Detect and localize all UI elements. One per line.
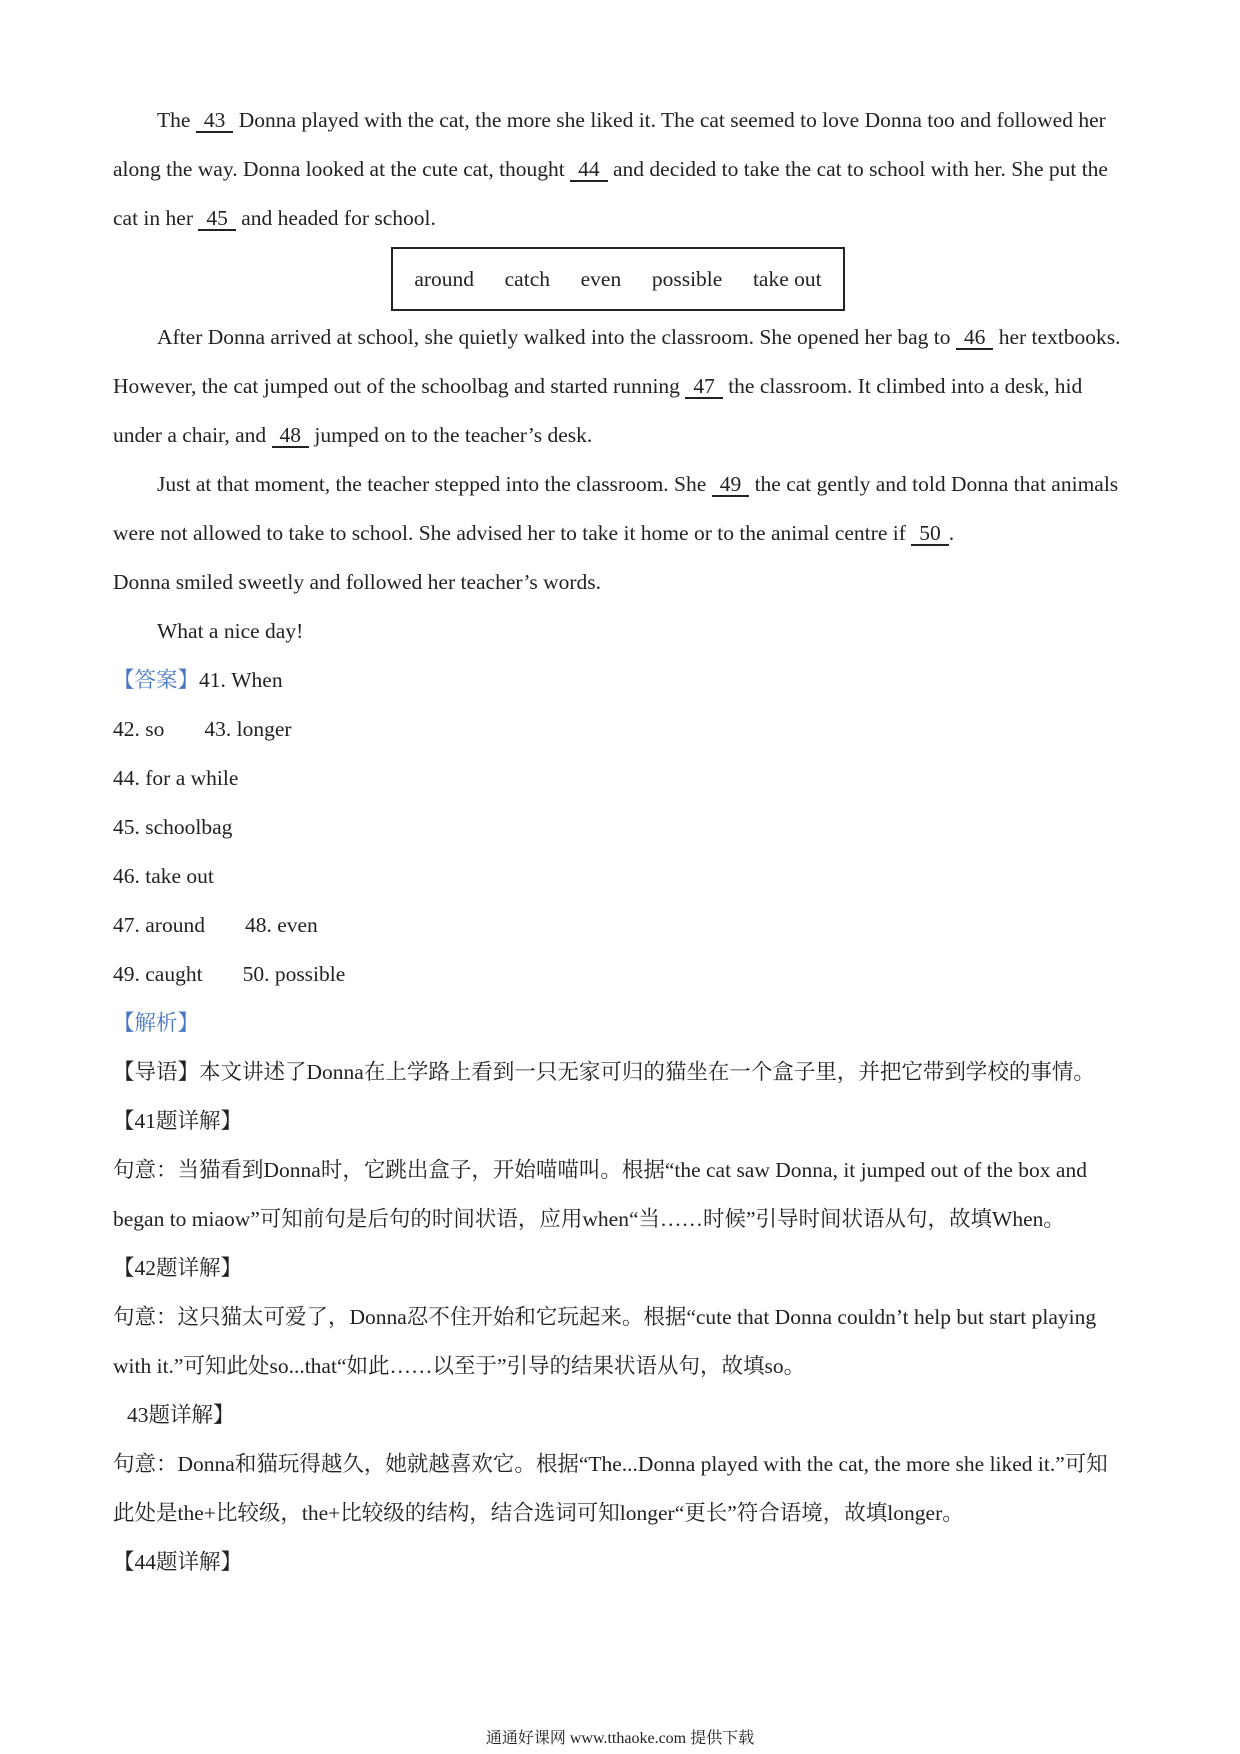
blank-47: 47 bbox=[685, 375, 723, 399]
answer-49: 49. caught bbox=[113, 962, 203, 986]
text-run: the classroom. It climbed into a desk, hid under a chair, and bbox=[113, 374, 1083, 447]
answer-45: 45. schoolbag bbox=[113, 815, 233, 839]
answer-label: 【答案】 bbox=[113, 668, 200, 692]
blank-50: 50 bbox=[911, 522, 949, 546]
answer-43: 43. longer bbox=[204, 717, 292, 741]
answer-header bbox=[113, 656, 1123, 705]
intro-label: 【导语】 bbox=[113, 1060, 200, 1084]
passage-paragraph-1 bbox=[113, 96, 1123, 243]
text-run: After Donna arrived at school, she quietly walked into the classroom. She opened her bag to bbox=[157, 325, 956, 349]
answer-50: 50. possible bbox=[242, 962, 346, 986]
text-run: the cat gently and told Donna that animals were not allowed to take to school. She advised her to take it home or to the animal centre if bbox=[113, 472, 1119, 545]
q42-explanation: 句意：这只猫太可爱了，Donna忍不住开始和它玩起来。根据“cute that Donna couldn’t help but start playing with it.”可知此处so...that“如此……以至于”引导的结果状语从句，故填so。 bbox=[113, 1305, 1097, 1378]
passage-paragraph-4: What a nice day! bbox=[157, 619, 304, 643]
blank-44: 44 bbox=[570, 158, 608, 182]
answer-row bbox=[113, 901, 1123, 950]
word-option: catch bbox=[504, 267, 550, 291]
analysis-label: 【解析】 bbox=[113, 1011, 200, 1035]
passage-paragraph-3-end: Donna smiled sweetly and followed her teacher’s words. bbox=[113, 570, 601, 594]
answer-44: 44. for a while bbox=[113, 766, 239, 790]
blank-49: 49 bbox=[712, 473, 750, 497]
text-run: and decided to take the cat to school with her. She put the cat in her bbox=[113, 157, 1108, 230]
text-run: The bbox=[157, 108, 196, 132]
analysis-intro bbox=[113, 1048, 1123, 1097]
word-box bbox=[391, 247, 845, 311]
word-option: possible bbox=[651, 267, 723, 291]
document-page bbox=[113, 96, 1123, 1587]
passage-paragraph-2 bbox=[113, 313, 1123, 460]
text-run: and headed for school. bbox=[235, 206, 436, 230]
text-run: Donna played with the cat, the more she liked it. The cat seemed to love Donna too and followed her along the way. Donna looked at the cute cat, thought bbox=[113, 108, 1106, 181]
q43-title: 43题详解】 bbox=[127, 1403, 235, 1427]
word-option: even bbox=[580, 267, 622, 291]
answer-42: 42. so bbox=[113, 717, 165, 741]
answer-48: 48. even bbox=[244, 913, 318, 937]
blank-46: 46 bbox=[956, 326, 994, 350]
answer-41: 41. When bbox=[199, 668, 283, 692]
q41-explanation: 句意：当猫看到Donna时，它跳出盒子，开始喵喵叫。根据“the cat saw Donna, it jumped out of the box and began to miaow”可知前句是后句的时间状语，应用when“当……时候”引导时间状语从句，故填When。 bbox=[113, 1158, 1087, 1231]
answer-47: 47. around bbox=[113, 913, 205, 937]
word-option: take out bbox=[752, 267, 822, 291]
blank-48: 48 bbox=[272, 424, 310, 448]
answer-row bbox=[113, 705, 1123, 754]
blank-43: 43 bbox=[196, 109, 234, 133]
q44-title: 【44题详解】 bbox=[113, 1550, 243, 1574]
text-run: her textbooks. However, the cat jumped out of the schoolbag and started running bbox=[113, 325, 1121, 398]
word-option: around bbox=[414, 267, 475, 291]
q41-title: 【41题详解】 bbox=[113, 1109, 243, 1133]
page-footer: 通通好课网 www.tthaoke.com 提供下载 bbox=[485, 1730, 755, 1747]
passage-paragraph-3 bbox=[113, 460, 1123, 558]
text-run: Just at that moment, the teacher stepped into the classroom. She bbox=[157, 472, 712, 496]
intro-text: 本文讲述了Donna在上学路上看到一只无家可归的猫坐在一个盒子里，并把它带到学校的事情。 bbox=[199, 1060, 1095, 1084]
answer-row bbox=[113, 950, 1123, 999]
answer-46: 46. take out bbox=[113, 864, 214, 888]
q43-explanation: 句意：Donna和猫玩得越久，她就越喜欢它。根据“The...Donna played with the cat, the more she liked it.”可知此处是the+比较级，the+比较级的结构，结合选词可知longer“更长”符合语境，故填longer。 bbox=[113, 1452, 1108, 1525]
q42-title: 【42题详解】 bbox=[113, 1256, 243, 1280]
blank-45: 45 bbox=[198, 207, 236, 231]
text-run: jumped on to the teacher’s desk. bbox=[309, 423, 593, 447]
text-run: . bbox=[948, 521, 955, 545]
